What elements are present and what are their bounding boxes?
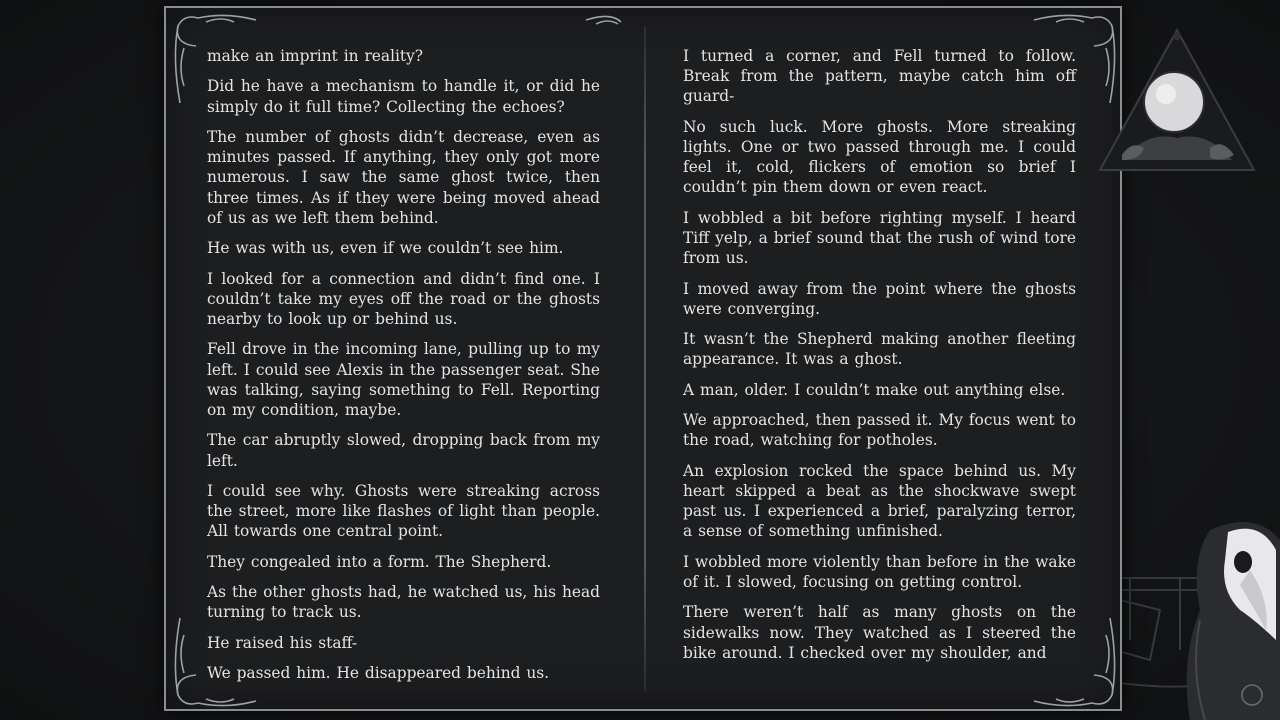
right-page-text xyxy=(683,46,1076,673)
paragraph: There weren’t half as many ghosts on the sidewalks now. They watched as I steered the bike around. I checked over my shoulder, and xyxy=(683,603,1076,662)
left-page-text xyxy=(207,46,600,694)
paragraph: I could see why. Ghosts were streaking across the street, more like flashes of light than people. All towards one central point. xyxy=(207,481,600,541)
paragraph: Fell drove in the incoming lane, pulling up to my left. I could see Alexis in the passenger seat. She was talking, saying something to Fell. Reporting on my condition, maybe. xyxy=(207,340,600,419)
paragraph: An explosion rocked the space behind us. My heart skipped a beat as the shockwave swept past us. I experienced a brief, paralyzing terror, a sense of something unfinished. xyxy=(683,461,1076,541)
paragraph: I moved away from the point where the ghosts were converging. xyxy=(683,279,1076,318)
paragraph: I wobbled a bit before righting myself. I heard Tiff yelp, a brief sound that the rush of wind tore from us. xyxy=(683,208,1076,268)
paragraph: The number of ghosts didn’t decrease, even as minutes passed. If anything, they only got more numerous. I saw the same ghost twice, then three times. As if they were being moved ahead of us as we left them behind. xyxy=(207,127,600,227)
paragraph: I wobbled more violently than before in the wake of it. I slowed, focusing on getting control. xyxy=(683,552,1076,591)
paragraph: He was with us, even if we couldn’t see him. xyxy=(207,239,564,258)
paragraph: The car abruptly slowed, dropping back from my left. xyxy=(207,431,600,470)
paragraph: Did he have a mechanism to handle it, or did he simply do it full time? Collecting the echoes? xyxy=(207,77,600,116)
paragraph: I looked for a connection and didn’t find one. I couldn’t take my eyes off the road or the ghosts nearby to look up or behind us. xyxy=(207,269,600,328)
book-pages xyxy=(164,6,1122,711)
paragraph: It wasn’t the Shepherd making another fleeting appearance. It was a ghost. xyxy=(683,330,1076,369)
paragraph: He raised his staff- xyxy=(207,633,358,652)
paragraph: They congealed into a form. The Shepherd. xyxy=(207,552,552,571)
paragraph: I turned a corner, and Fell turned to follow. Break from the pattern, maybe catch him off guard- xyxy=(683,47,1076,106)
corner-top-center-left-icon xyxy=(586,16,621,24)
plague-mask-character-icon[interactable] xyxy=(1080,500,1280,720)
paragraph: make an imprint in reality? xyxy=(207,47,424,65)
paragraph: We approached, then passed it. My focus went to the road, watching for potholes. xyxy=(683,411,1076,450)
paragraph: A man, older. I couldn’t make out anything else. xyxy=(683,380,1066,399)
paragraph: No such luck. More ghosts. More streaking lights. One or two passed through me. I could feel it, cold, flickers of emotion so brief I couldn’t pin them down or even react. xyxy=(683,117,1076,197)
moon-triangle-emblem-icon[interactable] xyxy=(1092,20,1262,180)
paragraph: We passed him. He disappeared behind us. xyxy=(207,664,550,683)
paragraph: As the other ghosts had, he watched us, his head turning to track us. xyxy=(207,583,600,622)
